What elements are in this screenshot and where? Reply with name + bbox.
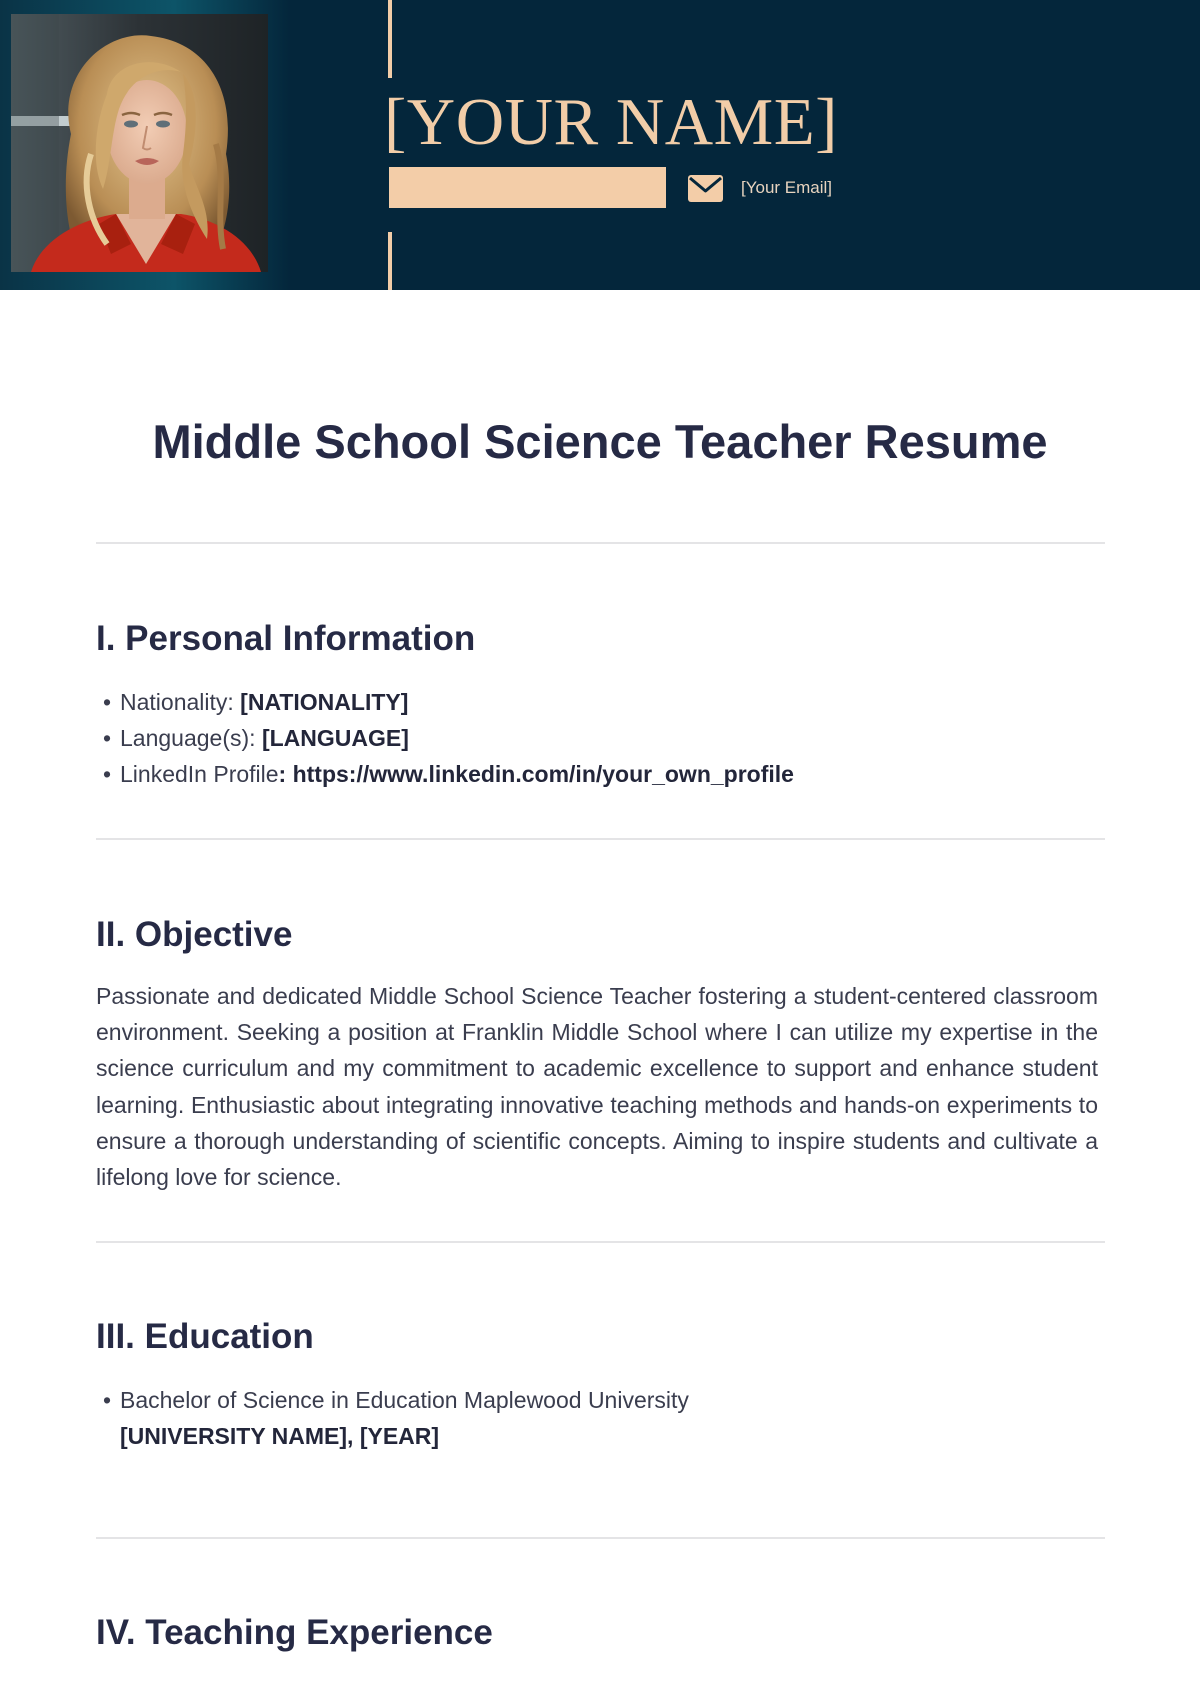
divider — [96, 838, 1105, 840]
university-year: [UNIVERSITY NAME], [YEAR] — [120, 1423, 440, 1449]
section-heading-education: III. Education — [96, 1317, 314, 1356]
section-heading-personal: I. Personal Information — [96, 619, 476, 658]
header-band — [0, 0, 1200, 290]
divider — [96, 1241, 1105, 1243]
accent-bar — [389, 167, 666, 208]
divider — [96, 542, 1105, 544]
accent-line-bottom — [388, 232, 392, 290]
section-heading-experience: IV. Teaching Experience — [96, 1613, 493, 1652]
list-item — [103, 756, 794, 792]
bullet-icon: • — [103, 725, 112, 751]
page-title: Middle School Science Teacher Resume — [152, 415, 1048, 468]
item-value: [LANGUAGE] — [261, 725, 409, 751]
bullet-icon: • — [103, 689, 112, 715]
personal-info-list — [103, 684, 794, 792]
education-list — [103, 1382, 689, 1454]
list-item — [103, 720, 794, 756]
candidate-name: [YOUR NAME] — [384, 85, 838, 159]
item-label: Language(s): — [120, 725, 262, 751]
profile-photo — [11, 14, 268, 272]
section-heading-objective: II. Objective — [96, 915, 293, 954]
item-value: [NATIONALITY] — [240, 689, 409, 715]
bullet-icon: • — [103, 1387, 112, 1413]
list-item — [103, 684, 794, 720]
divider — [96, 1537, 1105, 1539]
linkedin-link[interactable]: : https://www.linkedin.com/in/your_own_profile — [278, 761, 794, 787]
objective-text: Passionate and dedicated Middle School Science Teacher fostering a student-centered classroom environment. Seeking a position at Franklin Middle School where I can utilize my expertise in the science curriculum and my commitment to academic excellence to support and enhance student learning. Enthusiastic about integrating innovative teaching methods and hands-on experiments to ensure a thorough understanding of scientific concepts. Aiming to inspire students and cultivate a lifelong love for science. — [96, 983, 1098, 1191]
email-text[interactable]: [Your Email] — [741, 178, 833, 197]
photo-frame — [0, 0, 290, 290]
degree-text: Bachelor of Science in Education Maplewood University — [120, 1387, 689, 1413]
item-label: LinkedIn Profile — [120, 761, 279, 787]
bullet-icon: • — [103, 761, 112, 787]
envelope-icon — [688, 175, 723, 202]
accent-line-top — [388, 0, 392, 78]
list-item — [103, 1382, 689, 1418]
item-label: Nationality: — [120, 689, 241, 715]
